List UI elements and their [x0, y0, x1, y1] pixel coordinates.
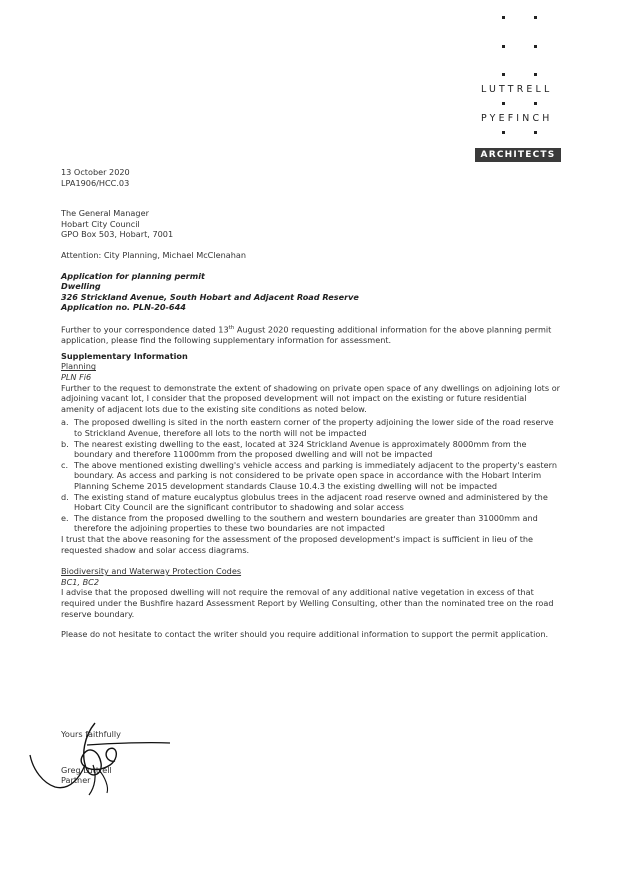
logo-dot [502, 102, 505, 105]
handwritten-signature [25, 715, 185, 800]
logo-dot [502, 45, 505, 48]
logo-dot [534, 102, 537, 105]
letter-date: 13 October 2020 [61, 167, 130, 177]
subject-line: Dwelling [61, 281, 101, 292]
logo-dot [534, 73, 537, 76]
list-item: d. The existing stand of mature eucalyptus globulus trees in the adjacent road reserve owned and administered by the Hobart City Council are the significant contributor to shadowing and solar access [61, 491, 548, 513]
points-list [61, 417, 561, 534]
logo-dot [534, 45, 537, 48]
subject-line: 326 Strickland Avenue, South Hobart and Adjacent Road Reserve [61, 291, 359, 302]
signatory-name: Greg Luttrell [61, 764, 112, 775]
logo-dot [534, 16, 537, 19]
signatory-title: Partner [61, 775, 91, 786]
logo-dot [534, 131, 537, 134]
closing-paragraph: Please do not hesitate to contact the writer should you require additional information to support the permit application. [61, 629, 549, 640]
planning-paragraph: Further to the request to demonstrate the extent of shadowing on private open space of any dwellings on adjoining lots or adjoining vacant lot, I consider that the proposed development will not impact on the existing or future residential amenity of adjacent lots due to the existing site conditions as noted below. [61, 382, 560, 414]
subsection-heading-biodiversity: Biodiversity and Waterway Protection Codes [61, 566, 242, 577]
letter-reference: LPA1906/HCC.03 [61, 177, 130, 188]
subject-line: Application no. PLN-20-644 [61, 302, 186, 313]
list-item: c. The above mentioned existing dwelling's vehicle access and parking is immediately adjacent to the property's eastern boundary. As access and parking is not considered to be private open space in accordance with the Hobart Interim Planning Scheme 2015 development standards Clause 10.4.3 the existing dwelling will not be impacted [61, 459, 558, 491]
conclusion-paragraph: I trust that the above reasoning for the assessment of the proposed development's impact is sufficient in lieu of the requested shadow and solar access diagrams. [61, 533, 534, 555]
address-line: Hobart City Council [61, 218, 140, 229]
logo-architects-badge: ARCHITECTS [475, 148, 561, 162]
logo-dot [502, 131, 505, 134]
valediction: Yours faithfully [61, 729, 121, 739]
recipient-address [61, 208, 561, 240]
list-item: e. The distance from the proposed dwelling to the southern and western boundaries are greater than 31000mm and therefore the adjoining properties to these two boundaries are not impacted [61, 512, 538, 534]
address-line: The General Manager [61, 208, 149, 219]
logo-word-1: LUTTRELL [481, 84, 553, 95]
intro-paragraph: Further to your correspondence dated 13th August 2020 requesting additional information for the above planning permit application, please find the following supplementary information for assessment. [61, 324, 552, 346]
list-item: a. The proposed dwelling is sited in the north eastern corner of the property adjoining the lower side of the road reserve to Strickland Avenue, therefore all lots to the north will not be impacted [61, 417, 554, 438]
attention-line: Attention: City Planning, Michael McClenahan [61, 249, 247, 260]
clause-ref: BC1, BC2 [61, 576, 99, 587]
logo-dot [502, 16, 505, 19]
clause-ref: PLN Fi6 [61, 372, 92, 383]
section-heading: Supplementary Information [61, 350, 188, 361]
list-item: b. The nearest existing dwelling to the east, located at 324 Strickland Avenue is approximately 8000mm from the boundary and therefore 11000mm from the proposed dwelling and will not be impacted [61, 438, 527, 460]
address-line: GPO Box 503, Hobart, 7001 [61, 229, 174, 240]
subsection-heading-planning: Planning [61, 361, 96, 372]
letter-body [61, 167, 561, 640]
logo-word-2: PYEFINCH [481, 113, 553, 124]
subject-block [61, 271, 561, 313]
subject-line: Application for planning permit [61, 270, 205, 281]
biodiversity-paragraph: I advise that the proposed dwelling will not require the removal of any additional native vegetation in excess of that required under the Bushfire hazard Assessment Report by Welling Consulting, other than the nominated tree on the road reserve boundary. [61, 587, 554, 619]
logo-dot [502, 73, 505, 76]
